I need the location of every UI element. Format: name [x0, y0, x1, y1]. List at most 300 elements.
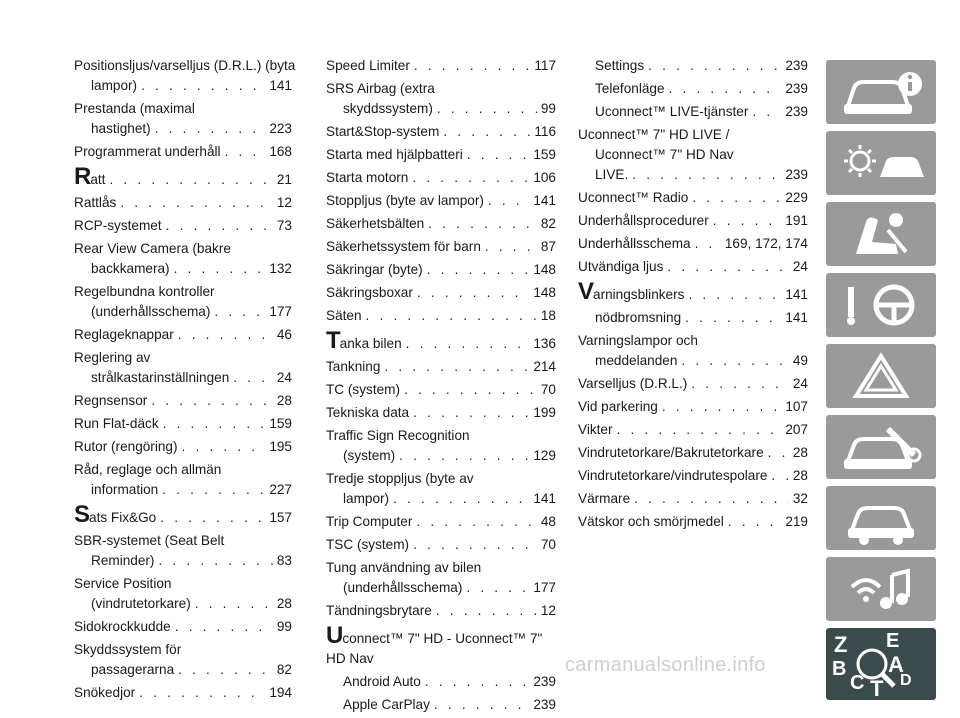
- index-letter-z: Z: [834, 632, 848, 657]
- entry-term: Tung användning av bilen: [326, 560, 482, 575]
- entry-term: Vätskor och smörjmedel: [578, 514, 724, 529]
- page-number: 107: [785, 399, 808, 414]
- entry-term: Traffic Sign Recognition: [326, 428, 470, 443]
- entry-line: [74, 617, 292, 637]
- leader-dots: [413, 535, 537, 555]
- leader-dots: [634, 489, 789, 509]
- leader-dots: [771, 466, 788, 486]
- leader-dots: [109, 170, 272, 190]
- page-number: 219: [785, 514, 808, 529]
- entry-line: [326, 99, 556, 119]
- entry-term: [326, 622, 543, 649]
- page-number: 70: [540, 537, 556, 552]
- entry-term: Reminder): [91, 553, 155, 568]
- entry-line: [326, 122, 556, 142]
- leader-dots: [166, 216, 273, 236]
- page-number: 12: [540, 603, 556, 618]
- entry-line: [74, 531, 292, 551]
- index-entry: [326, 122, 556, 142]
- page-number: 223: [269, 121, 292, 136]
- entry-line: [326, 380, 556, 400]
- page-number: 132: [269, 261, 292, 276]
- entry-term-rest: anka bilen: [339, 336, 402, 351]
- entry-term: Råd, reglage och allmän: [74, 462, 222, 477]
- entry-term: Uconnect™ Radio: [578, 190, 689, 205]
- index-entry: [326, 601, 556, 621]
- entry-line: [326, 426, 556, 446]
- leader-dots: [195, 594, 273, 614]
- entry-term: [326, 327, 402, 354]
- page-number: 129: [533, 448, 556, 463]
- entry-line: [326, 512, 556, 532]
- page-number: 28: [792, 445, 808, 460]
- entry-term: Säten: [326, 308, 362, 323]
- entry-term: Uconnect™ 7" HD Nav: [595, 147, 734, 162]
- section-letter: R: [74, 163, 91, 190]
- page-number: 18: [540, 308, 556, 323]
- page-number: 116: [534, 124, 556, 139]
- tab-technical-data[interactable]: [826, 486, 936, 550]
- entry-term: HD Nav: [326, 651, 374, 666]
- index-entry: [326, 168, 556, 188]
- entry-line: [74, 259, 292, 279]
- page-number: 136: [533, 336, 556, 351]
- entry-line: [578, 351, 808, 371]
- entry-line: [578, 234, 808, 254]
- section-letter: U: [326, 622, 343, 649]
- leader-dots: [151, 391, 273, 411]
- leader-dots: [182, 437, 266, 457]
- entry-line: [74, 640, 292, 660]
- page-number: 159: [533, 147, 556, 162]
- index-entry: [74, 56, 296, 96]
- steering-wheel-icon: [826, 273, 936, 337]
- entry-line: [578, 443, 808, 463]
- entry-term: Starta med hjälpbatteri: [326, 147, 463, 162]
- tab-safety[interactable]: [826, 202, 936, 266]
- entry-term: (underhållsschema): [343, 580, 463, 595]
- index-entry: [326, 145, 556, 165]
- entry-line: [578, 257, 808, 277]
- entry-term: Android Auto: [343, 674, 421, 689]
- entry-line: [326, 214, 556, 234]
- leader-dots: [160, 508, 265, 528]
- entry-term: Reglageknappar: [74, 327, 174, 342]
- entry-term: Rattlås: [74, 195, 117, 210]
- page-number: 199: [533, 405, 556, 420]
- entry-line: [326, 489, 556, 509]
- index-entry: [578, 512, 808, 532]
- leader-dots: [233, 368, 273, 388]
- entry-term: Säkringar (byte): [326, 262, 423, 277]
- entry-line: [74, 142, 292, 162]
- index-entry: [74, 683, 292, 703]
- entry-line: [326, 695, 556, 715]
- index-column-3: [578, 56, 808, 535]
- entry-term: Varselljus (D.R.L.): [578, 376, 688, 391]
- leader-dots: [417, 283, 529, 303]
- entry-term: Säkerhetssystem för barn: [326, 239, 481, 254]
- page-number: 106: [533, 170, 556, 185]
- index-entry: [74, 193, 292, 213]
- entry-line: [74, 76, 292, 96]
- index-entry: [326, 79, 556, 119]
- leader-dots: [393, 489, 529, 509]
- page-number: 24: [276, 370, 292, 385]
- index-entry: [326, 426, 556, 466]
- car-spec-icon: [826, 486, 936, 550]
- entry-line: [326, 237, 556, 257]
- car-info-icon: [826, 60, 936, 124]
- index-entry: [74, 640, 292, 680]
- entry-term: Positionsljus/varselljus (D.R.L.) (byta: [74, 58, 296, 73]
- entry-term: Vindrutetorkare/vindrutespolare: [578, 468, 768, 483]
- entry-term: [74, 501, 157, 528]
- page-number: 83: [276, 553, 292, 568]
- entry-term: Speed Limiter: [326, 58, 410, 73]
- entry-term: information: [91, 482, 159, 497]
- entry-line: [578, 331, 808, 351]
- page-number: 82: [276, 662, 292, 677]
- section-letter: V: [578, 278, 594, 305]
- leader-dots: [178, 325, 273, 345]
- entry-term: Regnsensor: [74, 393, 148, 408]
- entry-term: Varningslampor och: [578, 333, 698, 348]
- entry-term: (system): [343, 448, 396, 463]
- entry-line: [326, 535, 556, 555]
- leader-dots: [685, 308, 781, 328]
- entry-term: SRS Airbag (extra: [326, 81, 435, 96]
- tab-driving[interactable]: [826, 273, 936, 337]
- leader-dots: [713, 211, 782, 231]
- entry-line: [326, 672, 556, 692]
- page-number: 82: [540, 216, 556, 231]
- entry-term: Underhållsprocedurer: [578, 213, 709, 228]
- entry-term: Säkerhetsbälten: [326, 216, 425, 231]
- media-icon: [826, 557, 936, 621]
- entry-line: [578, 512, 808, 532]
- entry-term: Apple CarPlay: [343, 697, 430, 712]
- page-number: 28: [276, 596, 292, 611]
- entry-line: [326, 578, 556, 598]
- leader-dots: [695, 234, 721, 254]
- entry-line: [326, 649, 556, 669]
- index-entry: [74, 282, 292, 322]
- index-entry: [74, 617, 292, 637]
- entry-term: Underhållsschema: [578, 236, 691, 251]
- index-entry: [578, 79, 808, 99]
- leader-dots: [728, 512, 782, 532]
- page-number: 141: [785, 287, 808, 302]
- leader-dots: [225, 142, 266, 162]
- entry-line: [578, 397, 808, 417]
- index-entry: [326, 357, 556, 377]
- tab-emergency[interactable]: [826, 344, 936, 408]
- index-letter-t: T: [870, 676, 884, 701]
- entry-term: TC (system): [326, 382, 401, 397]
- tab-index[interactable]: [826, 628, 936, 700]
- entry-term: skyddssystem): [343, 101, 433, 116]
- entry-line: [578, 125, 808, 145]
- entry-term: (vindrutetorkare): [91, 596, 191, 611]
- entry-term: strålkastarinställningen: [91, 370, 230, 385]
- tab-lights[interactable]: [826, 131, 936, 195]
- seat-airbag-icon: [826, 202, 936, 266]
- leader-dots: [436, 601, 537, 621]
- leader-dots: [413, 403, 529, 423]
- index-entry: [578, 331, 808, 371]
- index-entry: [578, 397, 808, 417]
- leader-dots: [404, 380, 537, 400]
- entry-line: [326, 327, 556, 354]
- entry-term: Tankning: [326, 359, 381, 374]
- index-entry: [578, 489, 808, 509]
- index-entry: [326, 327, 556, 354]
- page-number: 70: [540, 382, 556, 397]
- index-entry: [74, 163, 292, 190]
- entry-line: [74, 119, 292, 139]
- leader-dots: [667, 257, 788, 277]
- index-entry: [326, 695, 556, 715]
- entry-term: Utvändiga ljus: [578, 259, 664, 274]
- index-entry: [326, 403, 556, 423]
- entry-line: [326, 601, 556, 621]
- entry-term: Settings: [595, 58, 645, 73]
- index-entry: [578, 466, 808, 486]
- entry-term: Vid parkering: [578, 399, 658, 414]
- page-number: 73: [276, 218, 292, 233]
- leader-dots: [669, 79, 782, 99]
- entry-term: backkamera): [91, 261, 170, 276]
- index-letter-d: D: [900, 672, 912, 689]
- entry-line: [74, 368, 292, 388]
- entry-term: SBR-systemet (Seat Belt: [74, 533, 225, 548]
- entry-term: Regelbundna kontroller: [74, 284, 215, 299]
- tab-car-info[interactable]: [826, 60, 936, 124]
- leader-dots: [427, 260, 530, 280]
- entry-line: [74, 683, 292, 703]
- leader-dots: [366, 306, 537, 326]
- entry-line: [74, 437, 292, 457]
- index-entry: [326, 283, 556, 303]
- entry-term: Trip Computer: [326, 514, 413, 529]
- leader-dots: [488, 191, 529, 211]
- entry-term: Programmerat underhåll: [74, 144, 221, 159]
- entry-line: [578, 489, 808, 509]
- leader-dots: [158, 551, 272, 571]
- leader-dots: [437, 99, 537, 119]
- page-number: 159: [269, 416, 292, 431]
- entry-line: [578, 374, 808, 394]
- leader-dots: [414, 56, 530, 76]
- entry-line: [74, 216, 292, 236]
- entry-line: [326, 283, 556, 303]
- warning-triangle-icon: [826, 344, 936, 408]
- leader-dots: [485, 237, 537, 257]
- index-entry: [74, 99, 292, 139]
- entry-line: [578, 102, 808, 122]
- index-entry: [326, 672, 556, 692]
- leader-dots: [178, 660, 273, 680]
- entry-line: [578, 211, 808, 231]
- entry-term: Rear View Camera (bakre: [74, 241, 231, 256]
- index-entry: [326, 558, 556, 598]
- leader-dots: [681, 351, 788, 371]
- leader-dots: [688, 285, 781, 305]
- index-entry: [326, 306, 556, 326]
- page-number: 239: [533, 697, 556, 712]
- index-column-2: [326, 56, 556, 718]
- entry-term: LIVE.: [595, 167, 629, 182]
- index-entry: [74, 574, 292, 614]
- page-number: 177: [533, 580, 556, 595]
- page-number: 227: [269, 482, 292, 497]
- index-entry: [578, 56, 808, 76]
- page-number: 49: [792, 353, 808, 368]
- page-number: 214: [533, 359, 556, 374]
- entry-term: TSC (system): [326, 537, 410, 552]
- entry-line: [74, 501, 292, 528]
- leader-dots: [174, 259, 266, 279]
- entry-line: [326, 145, 556, 165]
- page-number: 87: [540, 239, 556, 254]
- page-number: 141: [785, 310, 808, 325]
- leader-dots: [175, 617, 273, 637]
- leader-dots: [399, 446, 529, 466]
- entry-line: [578, 56, 808, 76]
- index-entry: [74, 142, 292, 162]
- page-number: 21: [276, 172, 292, 187]
- entry-term: lampor): [343, 491, 390, 506]
- entry-line: [74, 551, 292, 571]
- leader-dots: [139, 683, 265, 703]
- index-entry: [74, 325, 292, 345]
- entry-line: [74, 282, 292, 302]
- entry-term: Tändningsbrytare: [326, 603, 432, 618]
- leader-dots: [466, 578, 529, 598]
- leader-dots: [425, 672, 529, 692]
- page-number: 157: [269, 510, 292, 525]
- entry-line: [326, 260, 556, 280]
- page-number: 48: [540, 514, 556, 529]
- leader-dots: [412, 168, 529, 188]
- entry-term: Skyddssystem för: [74, 642, 182, 657]
- index-entry: [74, 437, 292, 457]
- index-entry: [326, 535, 556, 555]
- page-number: 239: [785, 81, 808, 96]
- entry-term: Run Flat-däck: [74, 416, 159, 431]
- index-entry: [578, 278, 808, 305]
- entry-term: meddelanden: [595, 353, 678, 368]
- leader-dots: [406, 334, 530, 354]
- tab-maintenance[interactable]: [826, 415, 936, 479]
- entry-line: [74, 325, 292, 345]
- leader-dots: [692, 188, 781, 208]
- index-entry: [74, 501, 292, 528]
- index-column-1: [74, 56, 296, 706]
- page-number: 239: [785, 58, 808, 73]
- index-entry: [74, 414, 292, 434]
- entry-line: [578, 308, 808, 328]
- entry-line: [74, 239, 292, 259]
- leader-dots: [384, 357, 529, 377]
- entry-line: [74, 480, 292, 500]
- page-number: 46: [276, 327, 292, 342]
- page-number: 24: [792, 376, 808, 391]
- entry-term: (underhållsschema): [91, 304, 211, 319]
- page-number: 99: [540, 101, 556, 116]
- entry-line: [326, 446, 556, 466]
- page-number: 239: [785, 167, 808, 182]
- entry-term-rest: connect™ 7" HD - Uconnect™ 7": [342, 631, 543, 646]
- page-number: 99: [276, 619, 292, 634]
- entry-line: [578, 79, 808, 99]
- tab-multimedia[interactable]: [826, 557, 936, 621]
- car-lights-icon: [826, 131, 936, 195]
- index-entry: [578, 443, 808, 463]
- page-number: 148: [533, 285, 556, 300]
- entry-line: [578, 420, 808, 440]
- entry-term: hastighet): [91, 121, 151, 136]
- index-entry: [578, 125, 808, 185]
- entry-term: lampor): [91, 78, 138, 93]
- entry-term: Tekniska data: [326, 405, 410, 420]
- entry-term: [74, 163, 106, 190]
- index-entry: [74, 216, 292, 236]
- index-entry: [74, 239, 292, 279]
- leader-dots: [443, 122, 530, 142]
- page-number: 32: [792, 491, 808, 506]
- leader-dots: [752, 102, 781, 122]
- page-number: 195: [269, 439, 292, 454]
- entry-term: Uconnect™ 7" HD LIVE /: [578, 127, 730, 142]
- page-number: 229: [785, 190, 808, 205]
- page-number: 239: [785, 104, 808, 119]
- leader-dots: [648, 56, 781, 76]
- leader-dots: [214, 302, 265, 322]
- entry-term: [578, 278, 685, 305]
- page-number: 141: [269, 78, 292, 93]
- leader-dots: [155, 119, 266, 139]
- index-entry: [578, 102, 808, 122]
- index-entry: [326, 512, 556, 532]
- leader-dots: [691, 374, 789, 394]
- index-entry: [326, 380, 556, 400]
- entry-line: [326, 56, 556, 76]
- page-number: 24: [792, 259, 808, 274]
- leader-dots: [632, 165, 781, 185]
- entry-term-rest: ats Fix&Go: [89, 510, 157, 525]
- entry-line: [326, 306, 556, 326]
- index-entry: [326, 56, 556, 76]
- index-entry: [74, 391, 292, 411]
- index-letter-e: E: [886, 630, 900, 652]
- leader-dots: [768, 443, 789, 463]
- section-tabs: [826, 60, 936, 707]
- entry-line: [578, 278, 808, 305]
- page-number: 12: [276, 195, 292, 210]
- index-entry: [74, 531, 292, 571]
- index-entry: [326, 214, 556, 234]
- entry-line: [326, 558, 556, 578]
- index-entry: [326, 260, 556, 280]
- index-entry: [74, 348, 292, 388]
- entry-term: Tredje stoppljus (byte av: [326, 471, 474, 486]
- page-number: 141: [533, 193, 556, 208]
- index-entry: [578, 308, 808, 328]
- entry-line: [74, 302, 292, 322]
- entry-term: Rutor (rengöring): [74, 439, 178, 454]
